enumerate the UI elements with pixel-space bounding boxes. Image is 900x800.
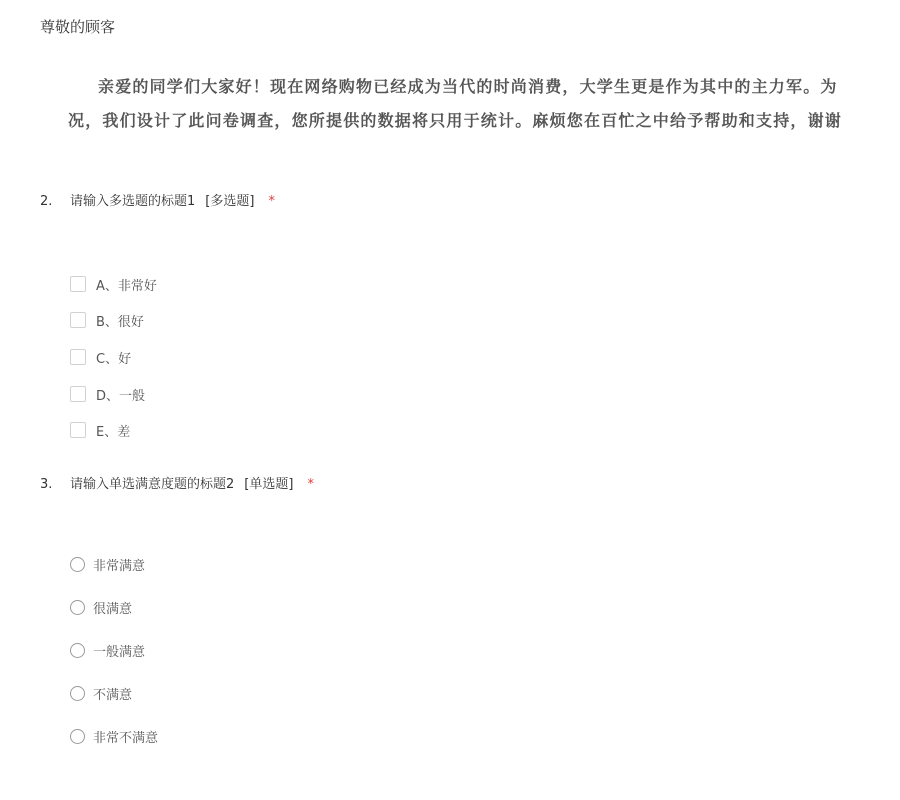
question-number: 2.: [40, 194, 53, 209]
question-single-select: [40, 475, 880, 746]
question-text: 请输入多选题的标题1: [70, 194, 196, 209]
radio-button[interactable]: [70, 729, 85, 744]
intro-line: 况，我们设计了此问卷调查，您所提供的数据将只用于统计。麻烦您在百忙之中给予帮助和支持，谢谢: [68, 111, 843, 130]
radio-button[interactable]: [70, 557, 85, 572]
radio-option[interactable]: [70, 553, 145, 575]
option-label: 一般满意: [93, 644, 146, 660]
option-label: A、非常好: [96, 278, 157, 294]
required-mark: *: [268, 194, 275, 209]
checkbox[interactable]: [70, 312, 86, 328]
checkbox-option[interactable]: [70, 273, 157, 295]
required-mark: *: [307, 477, 314, 492]
question-title: [40, 192, 880, 212]
checkbox[interactable]: [70, 422, 86, 438]
question-type-label: [单选题]: [244, 477, 294, 492]
question-text: 请输入单选满意度题的标题2: [70, 477, 235, 492]
option-label: 非常不满意: [93, 730, 159, 746]
question-type-label: [多选题]: [205, 194, 255, 209]
radio-button[interactable]: [70, 600, 85, 615]
option-label: 很满意: [93, 601, 133, 617]
checkbox[interactable]: [70, 349, 86, 365]
option-label: B、很好: [96, 314, 144, 330]
checkbox-option[interactable]: [70, 383, 145, 405]
checkbox-option[interactable]: [70, 346, 131, 368]
radio-button[interactable]: [70, 686, 85, 701]
checkbox-option[interactable]: [70, 309, 144, 331]
radio-option[interactable]: [70, 682, 132, 704]
radio-option[interactable]: [70, 639, 145, 661]
greeting-heading: 尊敬的顾客: [40, 18, 116, 36]
checkbox[interactable]: [70, 276, 86, 292]
option-label: D、一般: [96, 388, 146, 404]
option-label: E、差: [96, 424, 131, 440]
option-label: 不满意: [93, 687, 133, 703]
question-number: 3.: [40, 477, 53, 492]
option-label: 非常满意: [93, 558, 146, 574]
intro-paragraph: [68, 70, 900, 138]
option-label: C、好: [96, 351, 132, 367]
radio-option[interactable]: [70, 596, 132, 618]
intro-line: 亲爱的同学们大家好！现在网络购物已经成为当代的时尚消费，大学生更是作为其中的主力军。为: [98, 77, 838, 96]
question-multi-select: [40, 192, 880, 440]
checkbox[interactable]: [70, 386, 86, 402]
checkbox-option[interactable]: [70, 419, 130, 441]
radio-button[interactable]: [70, 643, 85, 658]
question-title: [40, 475, 880, 495]
radio-option[interactable]: [70, 725, 158, 747]
